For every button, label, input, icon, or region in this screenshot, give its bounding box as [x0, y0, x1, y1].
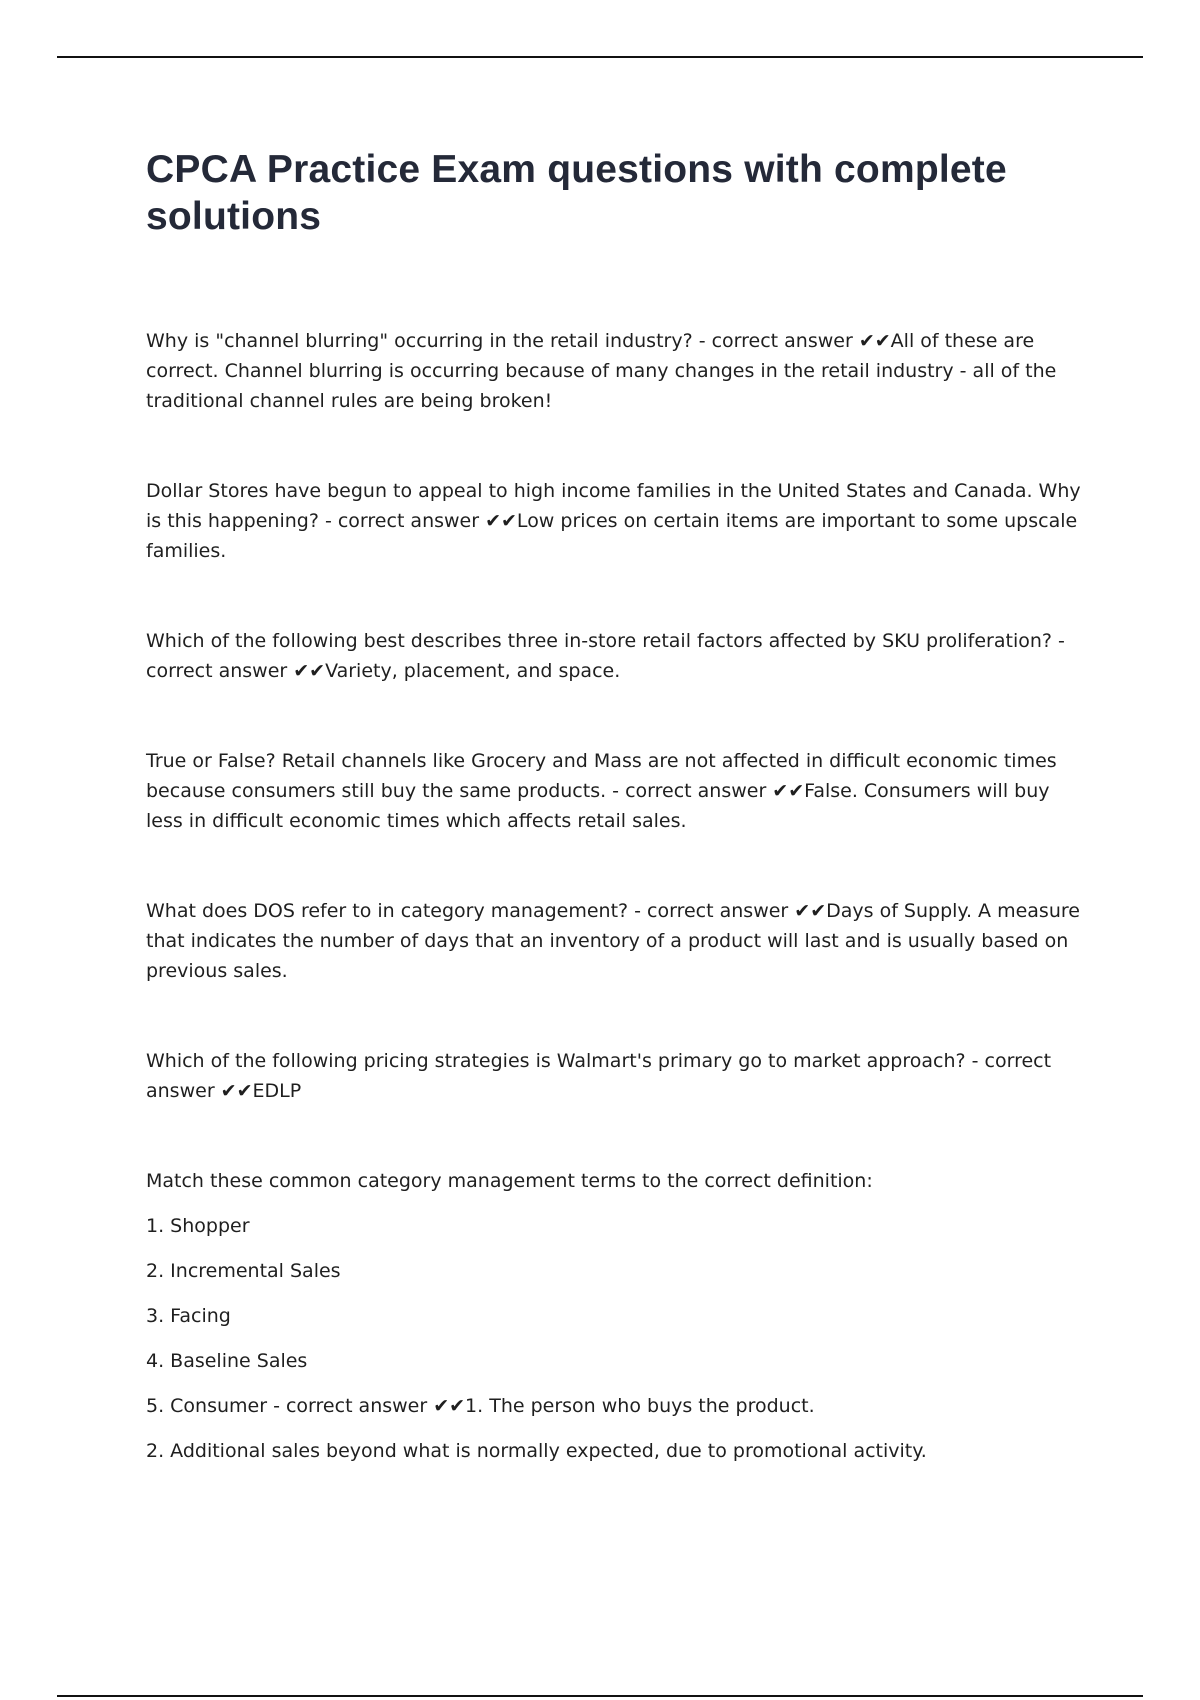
matching-line: 2. Additional sales beyond what is normally expected, due to promotional activity. [146, 1440, 927, 1462]
document-title: CPCA Practice Exam questions with complete solutions [146, 148, 1007, 238]
matching-line: 5. Consumer - correct answer ✔✔1. The person who buys the product. [146, 1395, 815, 1417]
question-item-3: Which of the following best describes three in-store retail factors affected by SKU proliferation? - correct answer ✔✔Variety, placement, and space. [146, 630, 1065, 682]
question-item-1: Why is "channel blurring" occurring in the retail industry? - correct answer ✔✔All of these are correct. Channel blurring is occurring because of many changes in the retail industry - all of the traditional channel rules are being broken! [146, 330, 1057, 412]
question-item-5: What does DOS refer to in category management? - correct answer ✔✔Days of Supply. A measure that indicates the number of days that an inventory of a product will last and is usually based on previous sales. [146, 900, 1080, 982]
document-body [146, 146, 1086, 1481]
matching-question [146, 1166, 1086, 1466]
top-divider [57, 56, 1143, 58]
matching-line: 2. Incremental Sales [146, 1260, 341, 1282]
matching-line: 1. Shopper [146, 1215, 250, 1237]
matching-line: 4. Baseline Sales [146, 1350, 308, 1372]
question-item-4: True or False? Retail channels like Grocery and Mass are not affected in difficult economic times because consumers still buy the same products. - correct answer ✔✔False. Consumers will buy less in difficult economic times which affects retail sales. [146, 750, 1057, 832]
question-item-2: Dollar Stores have begun to appeal to high income families in the United States and Canada. Why is this happening? - correct answer ✔✔Low prices on certain items are important to some upscale families. [146, 480, 1081, 562]
matching-line: 3. Facing [146, 1305, 231, 1327]
matching-prompt: Match these common category management terms to the correct definition: [146, 1170, 873, 1192]
question-item-6: Which of the following pricing strategies is Walmart's primary go to market approach? - correct answer ✔✔EDLP [146, 1050, 1052, 1102]
bottom-divider [57, 1695, 1143, 1697]
question-list [146, 326, 1086, 1106]
